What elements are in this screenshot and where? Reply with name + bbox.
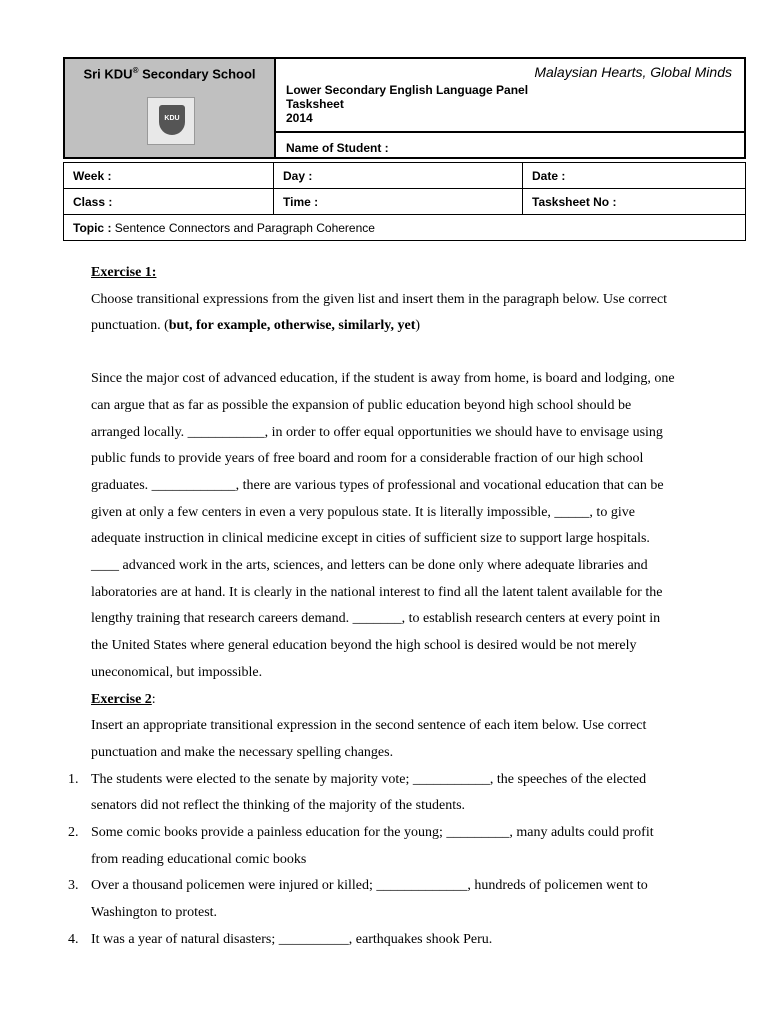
item-number: 1. [68, 771, 79, 787]
tasksheet-no-field[interactable]: Tasksheet No : [523, 189, 746, 215]
item-text: It was a year of natural disasters; __________, earthquakes shook Peru. [91, 931, 493, 947]
shield-icon: KDU [159, 105, 185, 135]
paragraph-line: ____ advanced work in the arts, sciences, and letters can be done only where adequate libraries and [91, 558, 648, 574]
info-table [63, 162, 746, 241]
instruction-line: punctuation and make the necessary spelling changes. [91, 744, 394, 760]
exercise-item [0, 793, 768, 820]
instruction-line: Choose transitional expressions from the given list and insert them in the paragraph below. Use correct [91, 291, 668, 307]
header [63, 57, 746, 157]
exercise1-instructions [0, 287, 768, 314]
school-logo [147, 97, 195, 145]
paragraph-line: Since the major cost of advanced education, if the student is away from home, is board and lodging, one [91, 371, 675, 387]
school-box [63, 57, 276, 159]
paragraph-line: lengthy training that research careers demand. _______, to establish research centers at every point in [91, 611, 661, 627]
spacer [0, 340, 768, 366]
exercise-item [0, 873, 768, 900]
item-text: The students were elected to the senate by majority vote; ___________, the speeches of the elected [91, 771, 647, 787]
panel-title: Lower Secondary English Language Panel Tasksheet 2014 [286, 83, 529, 125]
panel-box [274, 57, 746, 133]
item-number [0, 793, 91, 820]
item-text: Some comic books provide a painless education for the young; _________, many adults could profit [91, 825, 654, 841]
paragraph-line: graduates. ____________, there are various types of professional and vocational education that can be [91, 477, 664, 493]
exercise-item [0, 900, 768, 927]
exercise-item [0, 820, 768, 847]
paragraph-line: laboratories are at hand. It is clearly in the national interest to find all the latent talent available for the [91, 584, 663, 600]
paragraph-line: arranged locally. ___________, in order to offer equal opportunities we should have to envisage using [91, 424, 663, 440]
exercise1-instructions-last: punctuation. (but, for example, otherwise, similarly, yet) [91, 318, 421, 334]
item-number: 3. [68, 878, 79, 894]
school-name: Sri KDU® Secondary School [83, 66, 256, 82]
worksheet-body [0, 260, 768, 954]
item-text: Over a thousand policemen were injured or killed; _____________, hundreds of policemen went to [91, 878, 648, 894]
item-text: senators did not reflect the thinking of the majority of the students. [91, 798, 466, 814]
student-name-field[interactable]: Name of Student : [274, 131, 746, 159]
paragraph-line: adequate instruction in clinical medicine except in cities of sufficient size to support large hospitals. [91, 531, 650, 547]
item-text: Washington to protest. [91, 905, 218, 921]
exercise2-title: Exercise 2: [91, 691, 156, 707]
class-field[interactable]: Class : [64, 189, 274, 215]
paragraph-line: uneconomical, but impossible. [91, 664, 263, 680]
exercise-item [0, 927, 768, 954]
week-field[interactable]: Week : [64, 163, 274, 189]
exercise-item [0, 767, 768, 794]
paragraph-line: can argue that as far as possible the expansion of public education beyond high school should be [91, 397, 632, 413]
item-number: 2. [68, 825, 79, 841]
exercise-item [0, 847, 768, 874]
date-field[interactable]: Date : [523, 163, 746, 189]
topic-row: Topic : Sentence Connectors and Paragraph Coherence [64, 215, 746, 241]
paragraph-line: given at only a few centers in even a very populous state. It is literally impossible, _____, to give [91, 504, 635, 520]
item-number [0, 900, 91, 927]
paragraph-line: the United States where general education beyond the high school is desired would be not merely [91, 638, 637, 654]
motto: Malaysian Hearts, Global Minds [534, 64, 732, 80]
exercise1-title: Exercise 1: [91, 265, 157, 280]
exercise1-paragraph [0, 366, 768, 686]
exercise2-instructions [0, 713, 768, 766]
item-number: 4. [68, 931, 79, 947]
day-field[interactable]: Day : [274, 163, 523, 189]
paragraph-line: public funds to provide years of free board and room for a considerable fraction of our high school [91, 451, 644, 467]
time-field[interactable]: Time : [274, 189, 523, 215]
item-text: from reading educational comic books [91, 851, 307, 867]
item-number [0, 847, 91, 874]
instruction-line: Insert an appropriate transitional expression in the second sentence of each item below. Use correct [91, 718, 647, 734]
exercise2-items [0, 767, 768, 954]
